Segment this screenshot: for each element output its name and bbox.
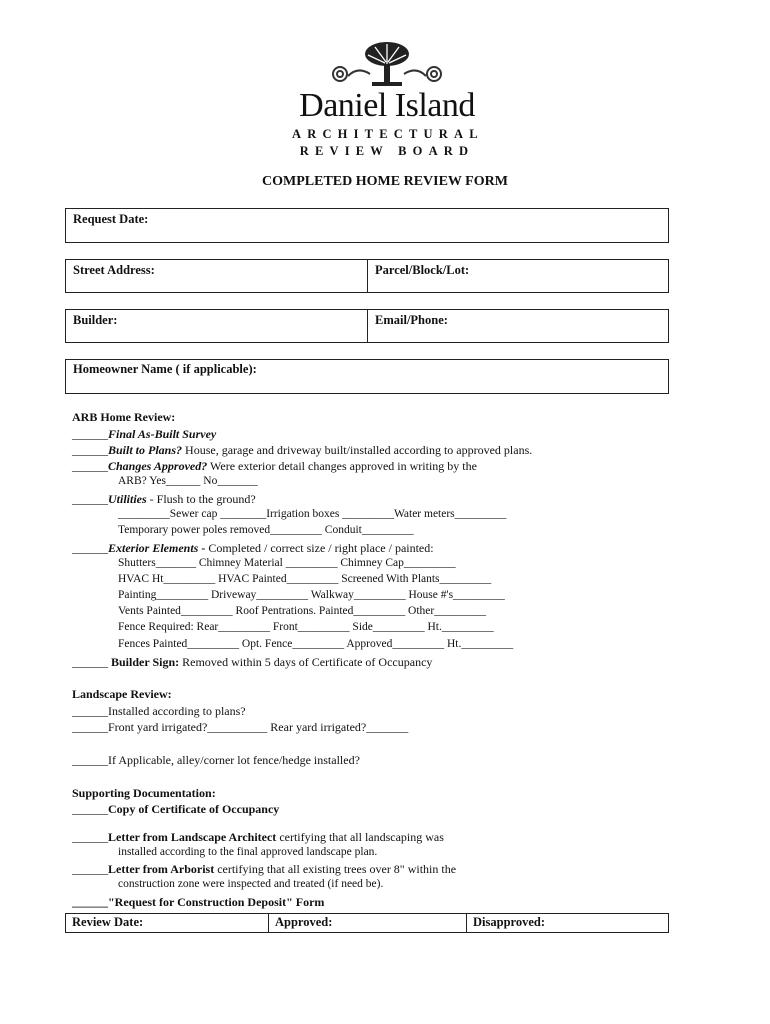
- divider: [268, 914, 269, 932]
- divider: [367, 310, 368, 342]
- disapproved-label: Disapproved:: [473, 915, 546, 929]
- arb-item-built-to-plans: ______Built to Plans? House, garage and driveway built/installed according to approved plans.: [72, 443, 533, 457]
- review-date-label: Review Date:: [72, 915, 144, 929]
- homeowner-label: Homeowner Name ( if applicable):: [73, 362, 257, 376]
- utilities-line: Temporary power poles removed_________ Conduit_________: [118, 524, 414, 536]
- supporting-landscape-letter-2: installed according to the final approved landscape plan.: [118, 846, 378, 858]
- arb-item-changes-approved: ______Changes Approved? Were exterior detail changes approved in writing by the: [72, 459, 477, 473]
- builder-label: Builder:: [73, 313, 118, 327]
- review-row: [65, 913, 669, 933]
- utilities-line: _________Sewer cap ________Irrigation boxes _________Water meters_________: [118, 508, 507, 520]
- supporting-arborist-letter: ______Letter from Arborist certifying that all existing trees over 8" within the: [72, 862, 457, 876]
- supporting-heading: Supporting Documentation:: [72, 786, 216, 800]
- arb-item-builder-sign: ______ Builder Sign: Removed within 5 days of Certificate of Occupancy: [72, 655, 433, 669]
- arb-item-final-survey: ______Final As-Built Survey: [72, 427, 217, 441]
- landscape-line: ______If Applicable, alley/corner lot fence/hedge installed?: [72, 753, 360, 767]
- exterior-line: HVAC Ht_________ HVAC Painted_________ Screened With Plants_________: [118, 573, 492, 585]
- daniel-island-logo: [292, 40, 482, 158]
- landscape-line: ______Installed according to plans?: [72, 704, 246, 718]
- supporting-coo: ______Copy of Certificate of Occupancy: [72, 802, 280, 816]
- divider: [466, 914, 467, 932]
- exterior-line: Painting_________ Driveway_________ Walkway_________ House #'s_________: [118, 589, 505, 601]
- parcel-label: Parcel/Block/Lot:: [375, 263, 470, 277]
- request-date-label: Request Date:: [73, 212, 149, 226]
- landscape-line: ______Front yard irrigated?__________ Rear yard irrigated?_______: [72, 720, 409, 734]
- supporting-landscape-letter: ______Letter from Landscape Architect certifying that all landscaping was: [72, 830, 444, 844]
- arb-item-exterior: ______Exterior Elements - Completed / correct size / right place / painted:: [72, 541, 434, 555]
- arb-heading: ARB Home Review:: [72, 410, 176, 424]
- logo-subtitle-1: ARCHITECTURAL: [292, 127, 484, 141]
- exterior-line: Vents Painted_________ Roof Pentrations. Painted_________ Other_________: [118, 605, 486, 617]
- arb-yes-no: ARB? Yes______ No_______: [118, 475, 258, 487]
- form-title: COMPLETED HOME REVIEW FORM: [262, 174, 508, 189]
- logo-title: Daniel Island: [299, 87, 475, 124]
- request-date-field[interactable]: [65, 208, 669, 243]
- street-address-field[interactable]: [65, 259, 669, 293]
- exterior-line: Fence Required: Rear_________ Front_________ Side_________ Ht._________: [118, 621, 494, 633]
- street-address-label: Street Address:: [73, 263, 155, 277]
- divider: [367, 260, 368, 292]
- landscape-heading: Landscape Review:: [72, 687, 172, 701]
- palmetto-tree-icon: [328, 40, 446, 88]
- arb-item-utilities: ______Utilities - Flush to the ground?: [72, 492, 256, 506]
- homeowner-field[interactable]: [65, 359, 669, 394]
- builder-field[interactable]: [65, 309, 669, 343]
- email-phone-label: Email/Phone:: [375, 313, 448, 327]
- exterior-line: Fences Painted_________ Opt. Fence_________ Approved_________ Ht._________: [118, 638, 514, 650]
- logo-subtitle-2: REVIEW BOARD: [299, 144, 475, 158]
- supporting-deposit: ______"Request for Construction Deposit" Form: [72, 895, 325, 909]
- approved-label: Approved:: [275, 915, 333, 929]
- exterior-line: Shutters_______ Chimney Material _________ Chimney Cap_________: [118, 557, 456, 569]
- supporting-arborist-letter-2: construction zone were inspected and treated (if need be).: [118, 878, 384, 890]
